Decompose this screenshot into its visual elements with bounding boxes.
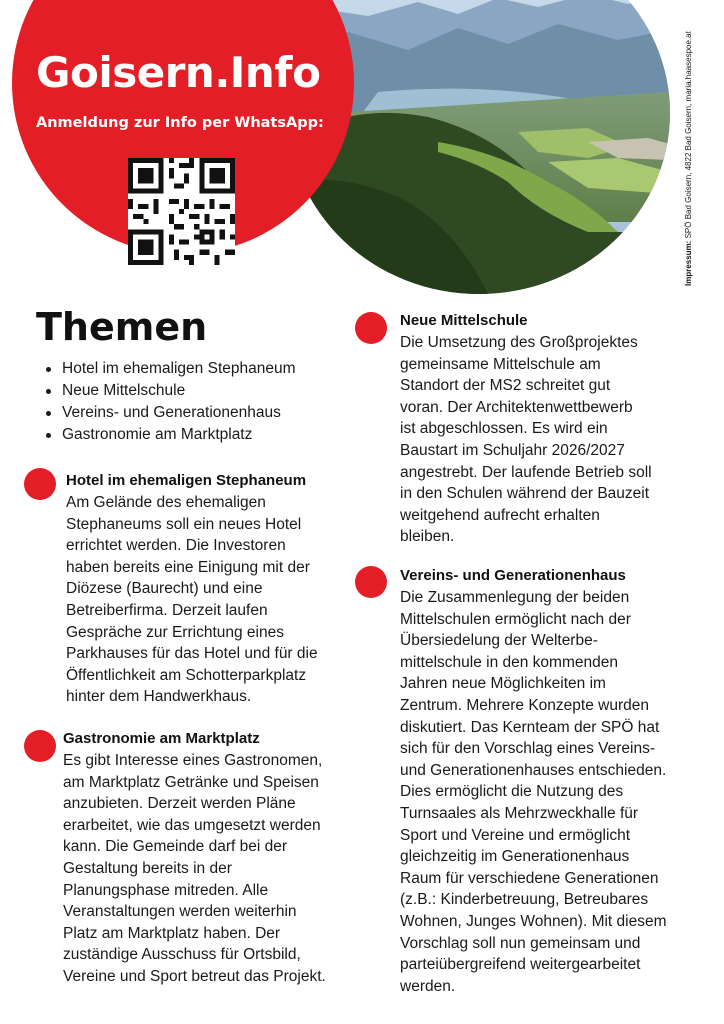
body-line: werden.: [400, 977, 456, 995]
body-line: angestrebt. Der laufende Betrieb soll: [400, 463, 652, 481]
list-item: Hotel im ehemaligen Stephaneum: [40, 358, 296, 380]
section-hotel: [66, 470, 366, 708]
section-mittelschule: [400, 310, 710, 548]
body-line: Vorschlag soll nun gemeinsam und: [400, 934, 641, 952]
body-line: Vereine und Sport betreut das Projekt.: [63, 967, 326, 985]
body-line: Mittelschulen ermöglicht nach der: [400, 610, 631, 628]
body-line: sich für den Vorschlag eines Vereins-: [400, 740, 656, 758]
body-line: ist abgeschlossen. Es wird ein: [400, 420, 608, 438]
body-line: weitgehend aufrecht erhalten: [400, 506, 600, 524]
body-line: anzubieten. Derzeit werden Pläne: [63, 795, 296, 813]
body-line: mittelschule in den kommenden: [400, 653, 618, 671]
bullet-dot: [24, 730, 56, 762]
brand-title: Goisern.Info: [36, 48, 321, 97]
body-line: Planungsphase mitreden. Alle: [63, 881, 269, 899]
body-line: und Generationenhauses entschieden.: [400, 761, 667, 779]
body-line: Gestaltung bereits in der: [63, 859, 232, 877]
themen-list: [40, 358, 296, 446]
body-line: am Marktplatz Getränke und Speisen: [63, 773, 319, 791]
impressum-text: SPÖ Bad Goisern, 4822 Bad Goisern, maria.haasespoe.at: [684, 31, 693, 241]
bullet-dot: [24, 468, 56, 500]
body-line: bleiben.: [400, 528, 455, 546]
body-line: Raum für verschiedene Generationen: [400, 869, 659, 887]
body-line: Jahren neue Möglichkeiten im: [400, 675, 606, 693]
list-item: Gastronomie am Marktplatz: [40, 424, 296, 446]
body-line: erarbeitet, wie das umgesetzt werden: [63, 816, 321, 834]
body-line: Parkhauses für das Hotel und für die: [66, 645, 318, 663]
body-line: diskutiert. Das Kernteam der SPÖ hat: [400, 718, 660, 736]
body-line: Am Gelände des ehemaligen: [66, 494, 266, 511]
qr-code-icon[interactable]: [128, 158, 235, 265]
section-vereinshaus: [400, 565, 715, 997]
body-line: Es gibt Interesse eines Gastronomen,: [63, 752, 323, 769]
section-body: [400, 332, 710, 548]
body-line: Stephaneums soll ein neues Hotel: [66, 515, 302, 533]
body-line: in den Schulen während der Bauzeit: [400, 485, 650, 503]
section-title: Gastronomie am Marktplatz: [63, 730, 260, 747]
body-line: gemeinsame Mittelschule am: [400, 355, 601, 373]
body-line: errichtet werden. Die Investoren: [66, 537, 286, 555]
section-title: Vereins- und Generationenhaus: [400, 567, 626, 584]
body-line: Zentrum. Mehrere Konzepte wurden: [400, 696, 649, 714]
body-line: Sport und Vereine und ermöglicht: [400, 826, 631, 844]
body-line: kann. Die Gemeinde darf bei der: [63, 838, 288, 856]
body-line: parteiübergreifend weitergearbeitet: [400, 956, 641, 974]
body-line: Turnsaales als Mehrzweckhalle für: [400, 804, 639, 822]
body-line: Dies ermöglicht die Nutzung des: [400, 783, 624, 801]
section-title: Neue Mittelschule: [400, 312, 528, 329]
body-line: Die Zusammenlegung der beiden: [400, 589, 630, 606]
themen-heading: Themen: [36, 305, 208, 349]
list-item: Vereins- und Generationenhaus: [40, 402, 296, 424]
bullet-dot: [355, 566, 387, 598]
body-line: Baustart im Schuljahr 2026/2027: [400, 441, 625, 459]
body-line: Gespräche zur Errichtung eines: [66, 623, 284, 641]
section-body: [400, 587, 715, 997]
body-line: Standort der MS2 schreitet gut: [400, 377, 611, 395]
body-line: voran. Der Architektenwettbewerb: [400, 398, 633, 416]
impressum-label: Impressum:: [684, 240, 693, 286]
body-line: Platz am Marktplatz haben. Der: [63, 924, 281, 942]
body-line: gleichzeitig im Generationenhaus: [400, 848, 630, 866]
body-line: Wohnen, Junges Wohnen). Mit diesem: [400, 912, 667, 930]
impressum-note: [684, 31, 693, 286]
section-gastronomie: [63, 728, 375, 988]
whatsapp-signup-text: Anmeldung zur Info per WhatsApp:: [36, 115, 324, 131]
body-line: Betreiberfirma. Derzeit laufen: [66, 601, 268, 619]
bullet-dot: [355, 312, 387, 344]
section-body: [63, 750, 375, 988]
section-body: [66, 492, 366, 708]
list-item: Neue Mittelschule: [40, 380, 296, 402]
body-line: Die Umsetzung des Großprojektes: [400, 334, 638, 351]
body-line: Veranstaltungen werden weiterhin: [63, 903, 297, 921]
body-line: haben bereits eine Einigung mit der: [66, 558, 310, 576]
body-line: zuständige Ausschuss für Ortsbild,: [63, 946, 301, 964]
body-line: hinter dem Handwerkhaus.: [66, 688, 252, 706]
body-line: Übersiedelung der Welterbe-: [400, 632, 598, 650]
section-title: Hotel im ehemaligen Stephaneum: [66, 472, 307, 489]
body-line: Öffentlichkeit am Schotterparkplatz: [66, 666, 307, 684]
body-line: Diözese (Baurecht) und eine: [66, 580, 263, 598]
body-line: (z.B.: Kinderbetreuung, Betreubares: [400, 891, 649, 909]
